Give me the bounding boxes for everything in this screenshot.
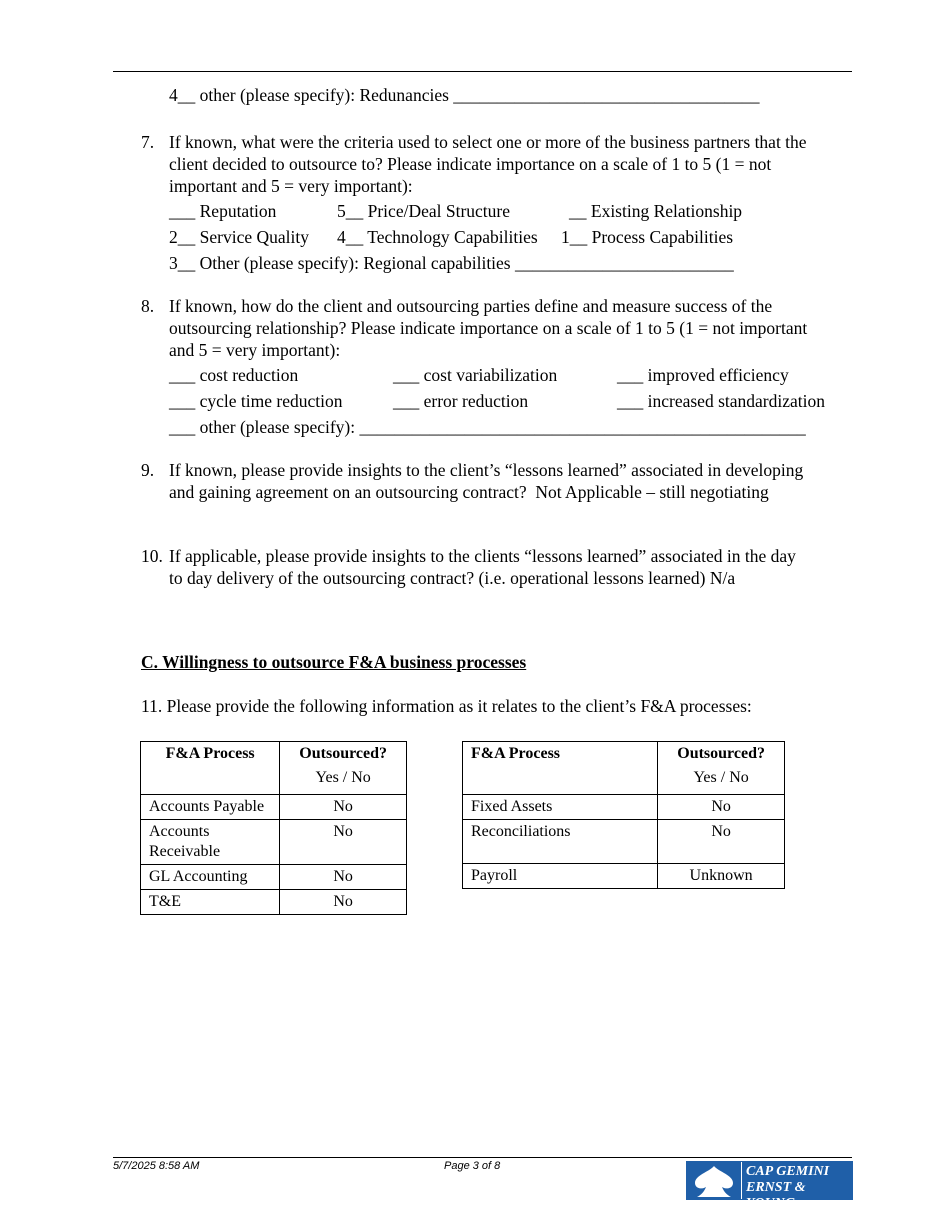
q8-option-other: ___ other (please specify): ___________________________________________________ bbox=[169, 417, 806, 437]
q8-text-line-2: outsourcing relationship? Please indicate importance on a scale of 1 to 5 (1 = not important bbox=[169, 318, 808, 338]
q9-number: 9. bbox=[141, 460, 155, 480]
spade-icon bbox=[687, 1162, 741, 1199]
header-yes-no: Yes / No bbox=[315, 769, 371, 786]
q10-number: 10. bbox=[141, 546, 163, 566]
q10-text-line-1: If applicable, please provide insights to the clients “lessons learned” associated in the day bbox=[169, 546, 796, 566]
q9-text-line-1: If known, please provide insights to the client’s “lessons learned” associated in developing bbox=[169, 460, 804, 480]
outsourced-cell: No bbox=[280, 890, 407, 915]
header-fa-process: F&A Process bbox=[141, 742, 280, 795]
q11-text: 11. Please provide the following information as it relates to the client’s F&A processes: bbox=[141, 696, 752, 716]
q7-option-other: 3__ Other (please specify): Regional capabilities _________________________ bbox=[169, 253, 734, 273]
q7-option-existing-relationship: __ Existing Relationship bbox=[569, 201, 743, 221]
logo-line-1: CAP GEMINI bbox=[746, 1164, 830, 1179]
header-fa-process: F&A Process bbox=[463, 742, 658, 795]
q7-text-line-3: important and 5 = very important): bbox=[169, 176, 413, 196]
process-cell: Accounts Receivable bbox=[141, 820, 280, 865]
outsourced-cell: Unknown bbox=[658, 864, 785, 889]
footer-rule bbox=[113, 1157, 852, 1158]
q7-option-service-quality: 2__ Service Quality bbox=[169, 227, 309, 247]
fa-table-right bbox=[462, 741, 785, 889]
q7-option-reputation: ___ Reputation bbox=[169, 201, 277, 221]
footer-date: 5/7/2025 8:58 AM bbox=[113, 1160, 200, 1172]
q8-option-cost-reduction: ___ cost reduction bbox=[169, 365, 299, 385]
process-cell: Accounts Payable bbox=[141, 795, 280, 820]
process-cell: T&E bbox=[141, 890, 280, 915]
outsourced-cell: No bbox=[658, 795, 785, 820]
fa-table-left bbox=[140, 741, 407, 915]
q8-option-cycle-time: ___ cycle time reduction bbox=[169, 391, 343, 411]
q9-text-line-2: and gaining agreement on an outsourcing contract? Not Applicable – still negotiating bbox=[169, 482, 769, 502]
q8-option-error-reduction: ___ error reduction bbox=[393, 391, 529, 411]
outsourced-cell: No bbox=[280, 865, 407, 890]
q8-option-cost-variabilization: ___ cost variabilization bbox=[393, 365, 558, 385]
table-row bbox=[141, 865, 407, 890]
q6-other-line: 4__ other (please specify): Redunancies ___________________________________ bbox=[169, 85, 760, 105]
header-outsourced bbox=[658, 742, 785, 795]
outsourced-cell: No bbox=[280, 795, 407, 820]
outsourced-cell: No bbox=[280, 820, 407, 865]
logo-line-2: ERNST & YOUNG bbox=[746, 1180, 806, 1211]
q7-number: 7. bbox=[141, 132, 155, 152]
q8-option-standardization: ___ increased standardization bbox=[617, 391, 825, 411]
process-cell: Payroll bbox=[463, 864, 658, 889]
table-header-row bbox=[463, 742, 785, 795]
process-cell: GL Accounting bbox=[141, 865, 280, 890]
q7-option-price: 5__ Price/Deal Structure bbox=[337, 201, 511, 221]
q8-number: 8. bbox=[141, 296, 155, 316]
header-outsourced-label: Outsourced? bbox=[299, 745, 388, 762]
table-row bbox=[463, 864, 785, 889]
header-rule bbox=[113, 71, 852, 72]
table-row bbox=[463, 820, 785, 864]
process-cell: Reconciliations bbox=[463, 820, 658, 864]
section-c-heading: C. Willingness to outsource F&A business processes bbox=[141, 652, 527, 672]
header-yes-no: Yes / No bbox=[693, 769, 749, 786]
q10-text-line-2: to day delivery of the outsourcing contract? (i.e. operational lessons learned) N/a bbox=[169, 568, 736, 588]
table-row bbox=[463, 795, 785, 820]
footer-page-number: Page 3 of 8 bbox=[444, 1160, 501, 1172]
logo-text bbox=[741, 1162, 852, 1211]
q7-text-line-2: client decided to outsource to? Please indicate importance on a scale of 1 to 5 (1 = not bbox=[169, 154, 772, 174]
header-outsourced-label: Outsourced? bbox=[677, 745, 765, 762]
header-outsourced bbox=[280, 742, 407, 795]
table-row bbox=[141, 890, 407, 915]
outsourced-cell: No bbox=[658, 820, 785, 864]
table-row bbox=[141, 795, 407, 820]
q8-text-line-1: If known, how do the client and outsourcing parties define and measure success of the bbox=[169, 296, 773, 316]
q8-text-line-3: and 5 = very important): bbox=[169, 340, 341, 360]
q7-option-technology: 4__ Technology Capabilities bbox=[337, 227, 538, 247]
q7-text-line-1: If known, what were the criteria used to select one or more of the business partners that the bbox=[169, 132, 807, 152]
process-cell: Fixed Assets bbox=[463, 795, 658, 820]
table-row bbox=[141, 820, 407, 865]
q7-option-process: 1__ Process Capabilities bbox=[561, 227, 734, 247]
company-logo bbox=[686, 1161, 853, 1211]
table-header-row bbox=[141, 742, 407, 795]
q8-option-improved-efficiency: ___ improved efficiency bbox=[617, 365, 789, 385]
